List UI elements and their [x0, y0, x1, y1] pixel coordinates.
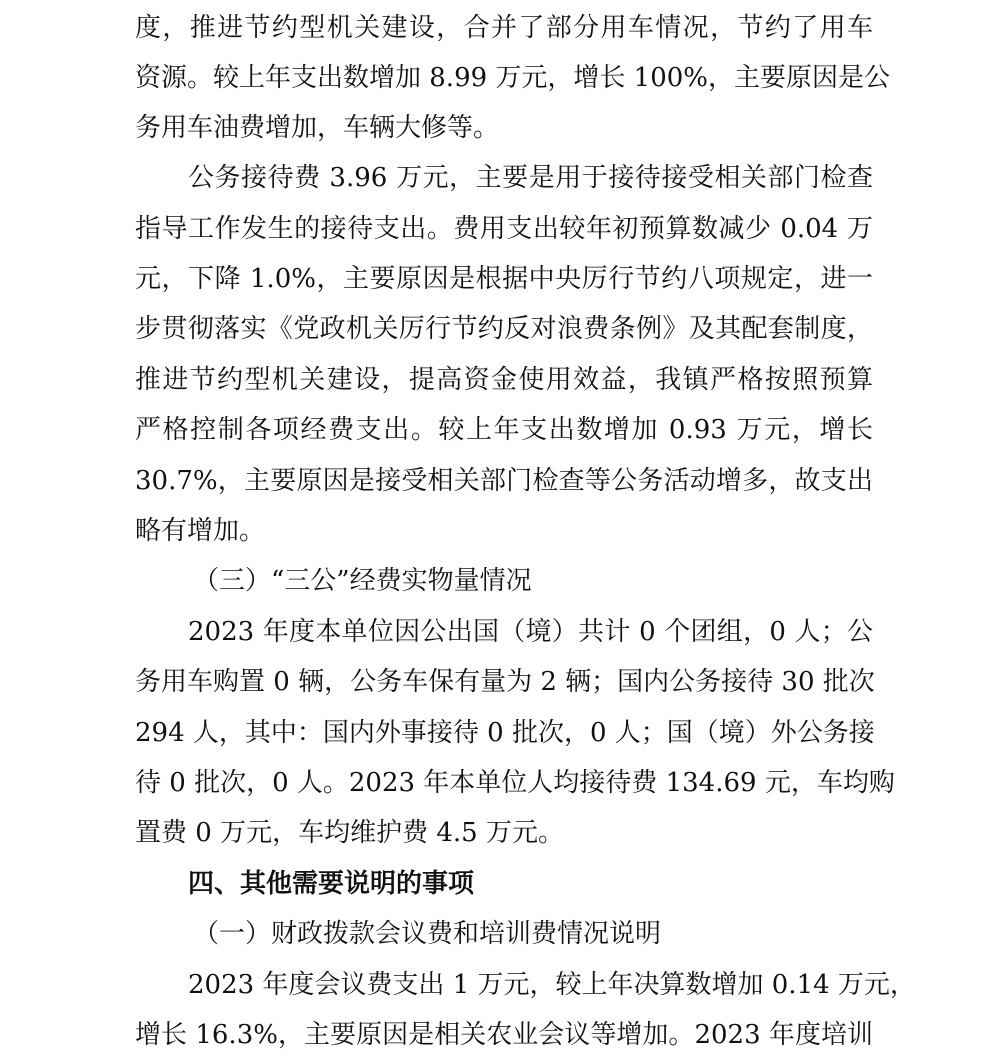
- paragraph-line: 推进节约型机关建设，提高资金使用效益，我镇严格按照预算: [135, 365, 873, 395]
- paragraph-line: 公务接待费 3.96 万元，主要是用于接待接受相关部门检查: [188, 163, 873, 193]
- paragraph-line: 2023 年度本单位因公出国（境）共计 0 个团组，0 人；公: [188, 617, 873, 647]
- paragraph-line: 2023 年度会议费支出 1 万元，较上年决算数增加 0.14 万元，: [188, 970, 916, 1000]
- section-heading-4: 四、其他需要说明的事项: [188, 869, 475, 899]
- paragraph-line: 资源。较上年支出数增加 8.99 万元，增长 100%，主要原因是公: [135, 63, 891, 93]
- subsection-heading: （一）财政拨款会议费和培训费情况说明: [193, 919, 662, 949]
- paragraph-line: 度，推进节约型机关建设，合并了部分用车情况，节约了用车: [135, 13, 873, 43]
- paragraph-line: 增长 16.3%，主要原因是相关农业会议等增加。2023 年度培训: [135, 1020, 873, 1050]
- paragraph-line: 置费 0 万元，车均维护费 4.5 万元。: [135, 818, 564, 848]
- paragraph-line: 294 人，其中：国内外事接待 0 批次，0 人；国（境）外公务接: [135, 718, 875, 748]
- paragraph-line: 务用车油费增加，车辆大修等。: [135, 113, 500, 143]
- paragraph-line: 步贯彻落实《党政机关厉行节约反对浪费条例》及其配套制度，: [135, 314, 873, 344]
- paragraph-line: 30.7%，主要原因是接受相关部门检查等公务活动增多，故支出: [135, 466, 873, 496]
- paragraph-line: 务用车购置 0 辆，公务车保有量为 2 辆；国内公务接待 30 批次: [135, 667, 875, 697]
- paragraph-line: 略有增加。: [135, 516, 266, 546]
- section-heading-3: （三）“三公”经费实物量情况: [193, 566, 532, 596]
- paragraph-line: 元，下降 1.0%，主要原因是根据中央厉行节约八项规定，进一: [135, 264, 873, 294]
- paragraph-line: 待 0 批次，0 人。2023 年本单位人均接待费 134.69 元，车均购: [135, 768, 895, 798]
- paragraph-line: 严格控制各项经费支出。较上年支出数增加 0.93 万元，增长: [135, 415, 873, 445]
- paragraph-line: 指导工作发生的接待支出。费用支出较年初预算数减少 0.04 万: [135, 214, 873, 244]
